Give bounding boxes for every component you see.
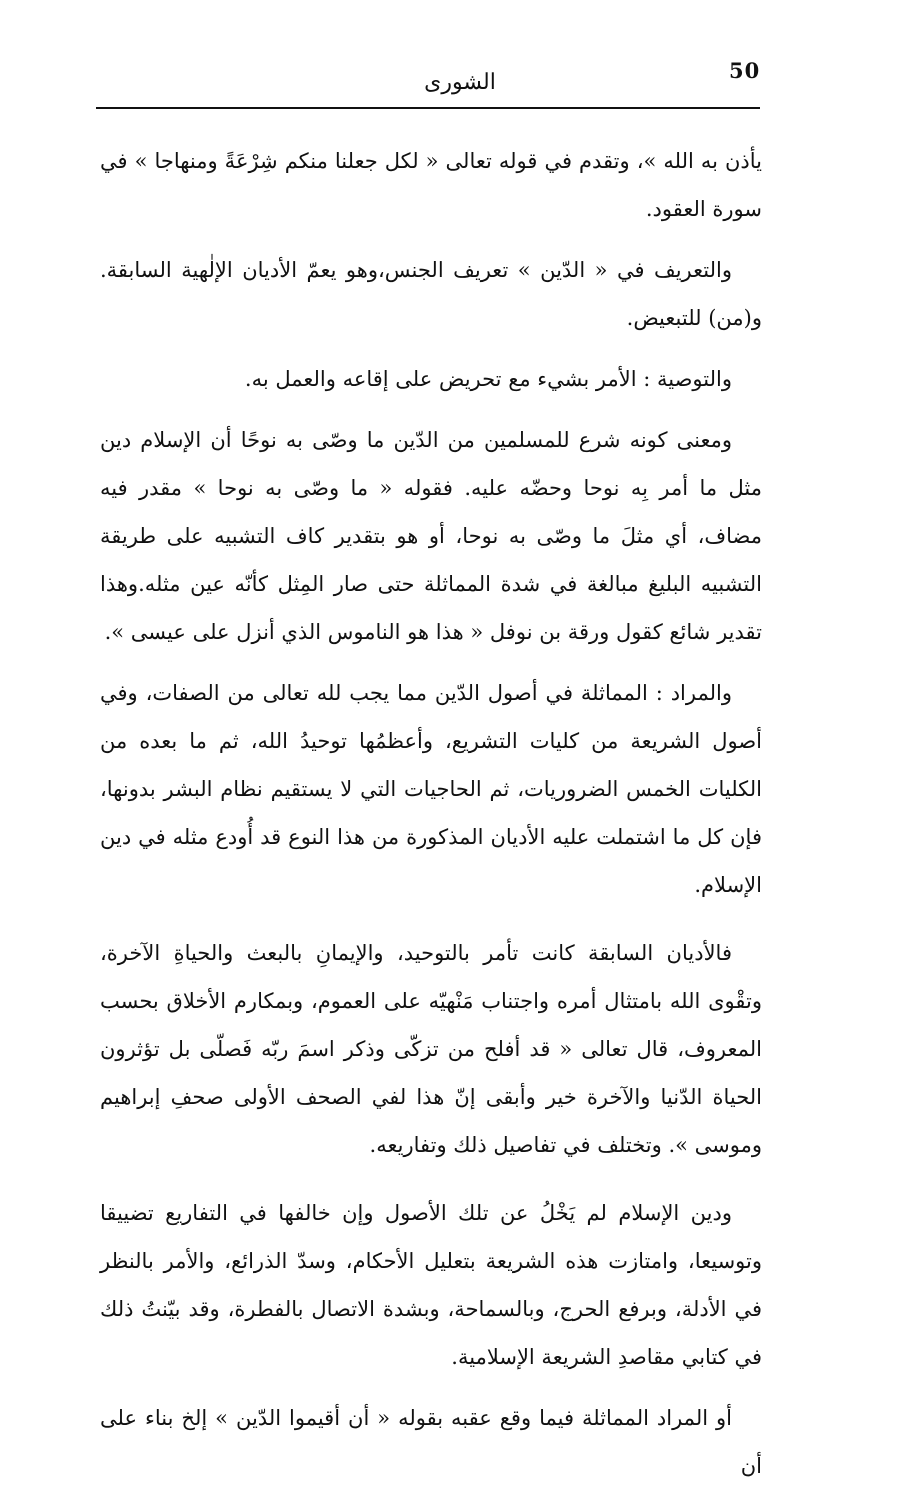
paragraph: والتوصية : الأمر بشيء مع تحريض على إقاعه والعمل به. bbox=[244, 367, 732, 391]
paragraph: يأذن به الله »، وتقدم في قوله تعالى « لكل جعلنا منكم شِرْعَةً ومنهاجا » في سورة العقود. bbox=[100, 149, 762, 221]
running-title: الشورى bbox=[424, 70, 496, 95]
paragraph: والمراد : المماثلة في أصول الدّين مما يجب لله تعالى من الصفات، وفي أصول الشريعة من كليات التشريع، وأعظمُها توحيدُ الله، ثم ما بعده من الكليات الخمس الضروريات، ثم الحاجيات التي لا يستقيم نظام البشر بدونها، فإن كل ما اشتملت عليه الأديان المذكورة من هذا النوع قد أُودع مثله في دين الإسلام. bbox=[100, 681, 762, 897]
paragraph: فالأديان السابقة كانت تأمر بالتوحيد، والإيمانِ بالبعث والحياةِ الآخرة، وتقْوى الله بامتثال أمره واجتناب مَنْهيّه على العموم، وبمكارم الأخلاق بحسب المعروف، قال تعالى « قد أفلح من تزكّى وذكر اسمَ ربّه فَصلّى بل تؤثرون الحياة الدّنيا والآخرة خير وأبقى إنّ هذا لفي الصحف الأولى صحفِ إبراهيم وموسى ». وتختلف في تفاصيل ذلك وتفاريعه. bbox=[100, 941, 762, 1157]
paragraph: أو المراد المماثلة فيما وقع عقبه بقوله « أن أقيموا الدّين » إلخ بناء على أن bbox=[100, 1406, 762, 1478]
paragraph: ومعنى كونه شرع للمسلمين من الدّين ما وصّى به نوحًا أن الإسلام دين مثل ما أمر بِه نوحا وحضّه عليه. فقوله « ما وصّى به نوحا » مقدر فيه مضاف، أي مثلَ ما وصّى به نوحا، أو هو بتقدير كاف التشبيه على طريقة التشبيه البليغ مبالغة في شدة المماثلة حتى صار المِثل كأنّه عين مثله.وهذا تقدير شائع كقول ورقة بن نوفل « هذا هو الناموس الذي أنزل على عيسى ». bbox=[100, 428, 762, 644]
header-rule bbox=[96, 107, 760, 109]
body-text bbox=[100, 137, 762, 1503]
paragraph: والتعريف في « الدّين » تعريف الجنس،وهو يعمّ الأديان الإلٰهية السابقة. و(من) للتبعيض. bbox=[100, 258, 762, 330]
page-number: 50 bbox=[729, 58, 761, 83]
paragraph: ودين الإسلام لم يَخْلُ عن تلك الأصول وإن خالفها في التفاريع تضييقا وتوسيعا، وامتازت هذه الشريعة بتعليل الأحكام، وسدّ الذرائع، والأمر بالنظر في الأدلة، وبرفع الحرج، وبالسماحة، وبشدة الاتصال بالفطرة، وقد بيّنتُ ذلك في كتابي مقاصدِ الشريعة الإسلامية. bbox=[100, 1201, 762, 1369]
